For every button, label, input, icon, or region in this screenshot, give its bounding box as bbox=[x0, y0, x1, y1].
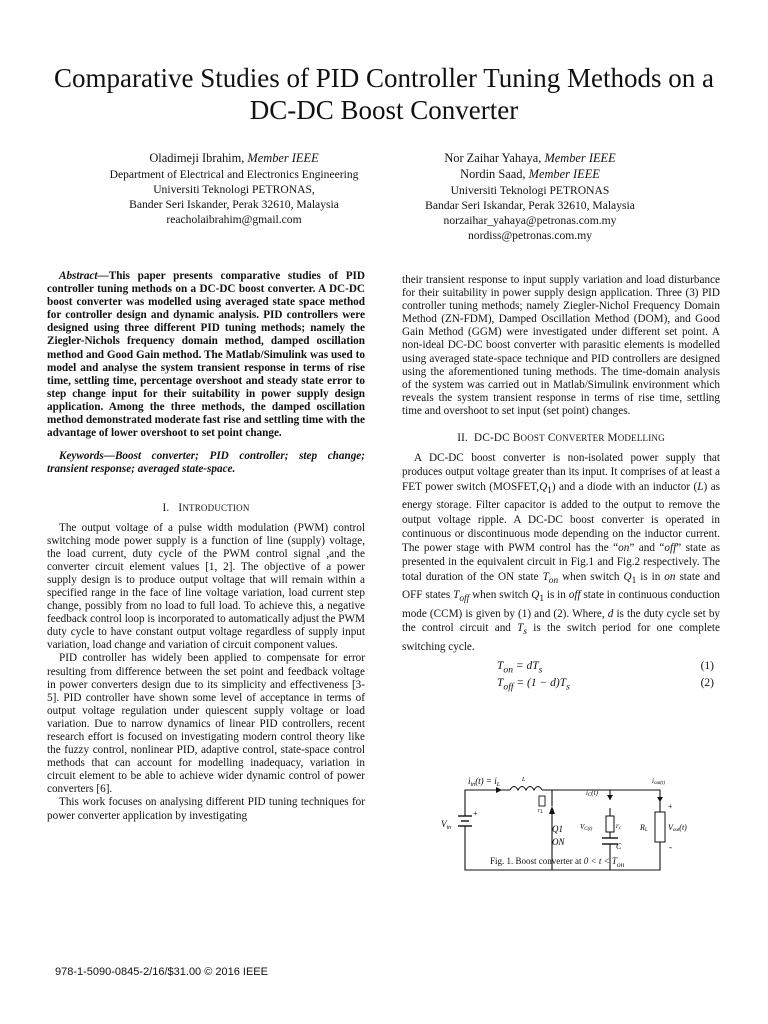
paragraph: A DC-DC boost converter is non-isolated power supply that produces output voltage greater than its input. It comprises of at least a FET power switch $(MOSFET,Q_1)$ and a diode with an inductor (L) as energy storage. Filter capacitor is added to the output to remove the output voltage ripple. A DC-DC boost converter is operated in continuous or discontinuous mode depending on the inductor current. The power stage with PWM control has the “on” and “off” state as presented in the equivalent circuit in Fig.1 and Fig.2 respectively. The total duration of the ON state $T_{on}$ when switch $Q_1$ is in on state and OFF states $T_{off}$ when switch $Q_1$ is in off state in continuous conduction mode (CCM) is given by (1) and (2). Where, d is the duty cycle set by the control circuit and $T_s$ is the switch period for one complete switching cycle. bbox=[402, 452, 721, 653]
vout-label: Vout(t) bbox=[668, 823, 687, 833]
section-heading-introduction: I. INTRODUCTION bbox=[162, 502, 250, 515]
equation-number: (2) bbox=[700, 676, 714, 689]
author-block-left bbox=[84, 151, 384, 227]
equation-1: $T_{on} = dT_s$ (1) bbox=[497, 659, 714, 676]
right-column bbox=[402, 274, 720, 694]
vout-plus-label: + bbox=[668, 802, 673, 811]
vout-minus-label: - bbox=[669, 842, 672, 852]
author-name: Nordin Saad, bbox=[460, 167, 526, 181]
rc-label: rc bbox=[616, 822, 621, 831]
inductor-label: L bbox=[522, 777, 526, 783]
ic-label: iC(t) bbox=[586, 789, 598, 798]
copyright-footer: 978-1-5090-0845-2/16/$31.00 © 2016 IEEE bbox=[55, 966, 268, 978]
vin-label: $V_{in}$ bbox=[441, 819, 452, 831]
left-column bbox=[47, 270, 365, 823]
paper-title: Comparative Studies of PID Controller Tuning Methods on a DC-DC Boost Converter bbox=[54, 63, 714, 125]
author-role: Member IEEE bbox=[247, 151, 319, 165]
vc-label: VC(t) bbox=[580, 823, 593, 832]
author-name: Nor Zaihar Yahaya, bbox=[444, 151, 542, 165]
keywords bbox=[47, 450, 365, 476]
paragraph: PID controller has widely been applied to compensate for error resulting from difference between the set point and feedback voltage in power converters design due to its simplicity and effectiveness [3-5]. PID controller have shown some level of acceptance in terms of output voltage regulation under quiescent supply voltage or load variation. Due to narrow dynamics of linear PID controllers, recent research effort is focused on investigating modern control theory like the fuzzy control, nonlinear PID, adaptive control, state-space control methods that can account for modelling inadequacy, variation in circuit element to be able to achieve wider dynamic control of power converters [6]. bbox=[47, 652, 365, 796]
affiliation-line: Bandar Seri Iskandar, Perak 32610, Malaysia bbox=[425, 199, 635, 212]
section-heading-boost-modelling: II. DC-DC BOOST CONVERTER MODELLING bbox=[457, 432, 665, 445]
iout-label: iout(t) bbox=[652, 777, 666, 786]
capacitor-label: C bbox=[616, 842, 622, 851]
affiliation-line: Universiti Teknologi PETRONAS, bbox=[153, 183, 315, 196]
affiliation-line: Bander Seri Iskander, Perak 32610, Malaysia bbox=[129, 198, 339, 211]
author-role: Member IEEE bbox=[528, 167, 600, 181]
author-email: reacholaibrahim@gmail.com bbox=[166, 213, 302, 226]
paragraph: The output voltage of a pulse width modulation (PWM) control switching mode power supply is a function of line (supply) voltage, the load current, duty cycle of the PWM control signal ,and the converter circuit element values [1, 2]. The objective of a power supply design is to produce output voltage that will remain within a specified range in the face of line voltage variation, load current step change, possibly from no load to full load. To achieve this, a negative feedback control loop is incorporated to automatically adjust the PWM duty cycle to have constant output voltage regardless of supply input variation, load change and variation of circuit component values. bbox=[47, 521, 365, 652]
iin-label: $i_{in}(t) = i_L$ bbox=[468, 776, 501, 788]
author-email: norzaihar_yahaya@petronas.com.my bbox=[443, 214, 617, 227]
q1-label: Q1 bbox=[552, 824, 563, 834]
author-name: Oladimeji Ibrahim, bbox=[149, 151, 245, 165]
abstract bbox=[47, 270, 365, 440]
figure-caption: Fig. 1. Boost converter at $0 < t < T_{on}$ bbox=[490, 856, 625, 869]
author-block-right bbox=[380, 151, 680, 243]
author-email: nordiss@petronas.com.my bbox=[467, 229, 593, 242]
on-label: ON bbox=[552, 837, 565, 847]
abstract-label: Abstract bbox=[59, 270, 98, 282]
paragraph: their transient response to input supply variation and load disturbance for their suitability in power supply design application. Three (3) PID controller tuning methods; namely Ziegler-Nichol Frequency Domain Method (ZN-FDM), Damped Oscillation Method (DOM), and Good Gain Method (GGM) were investigated under different set point. A non-ideal DC-DC boost converter with parasitic elements is modelled using averaged state-space technique and PID controllers are designed using the aforementioned tuning methods. The time-domain analysis of the system was carried out in Matlab/Simulink environment which reveals the system transient response in terms of rise time, settling time and overshoot to set input (set point) changes. bbox=[402, 274, 720, 417]
paragraph: This work focuses on analysing different PID tuning techniques for power converter application by investigating bbox=[47, 796, 365, 822]
author-role: Member IEEE bbox=[544, 151, 616, 165]
equation-2: $T_{off} = (1 - d)T_s$ (2) bbox=[497, 676, 714, 693]
affiliation-line: Universiti Teknologi PETRONAS bbox=[450, 184, 610, 197]
abstract-text: —This paper presents comparative studies of PID controller tuning methods on a DC-DC boost converter. A DC-DC boost converter was modelled using averaged state space method for controller design and dynamic analysis. PID controllers were designed using three different PID tuning methods; namely the Ziegler-Nichols frequency domain method, damped oscillation method and Good Gain method. The Matlab/Simulink was used to model and analyse the system transient response in terms of rise time, settling time, percentage overshoot and steady state error to step change input for their suitability in power supply design application. Among the three methods, the damped oscillation method demonstrated moderate fast rise and settling time with the advantage of lower overshoot to set point change. bbox=[47, 270, 365, 440]
keywords-label: Keywords bbox=[59, 450, 104, 463]
source-plus-label: + bbox=[473, 809, 478, 818]
rl-label: rL bbox=[538, 808, 544, 815]
affiliation-line: Department of Electrical and Electronics Engineering bbox=[109, 168, 359, 181]
equation-number: (1) bbox=[700, 659, 714, 672]
keywords-text: —Boost converter; PID controller; step change; transient response; averaged state-space. bbox=[47, 450, 365, 476]
rl-load-label: RL bbox=[640, 823, 648, 833]
